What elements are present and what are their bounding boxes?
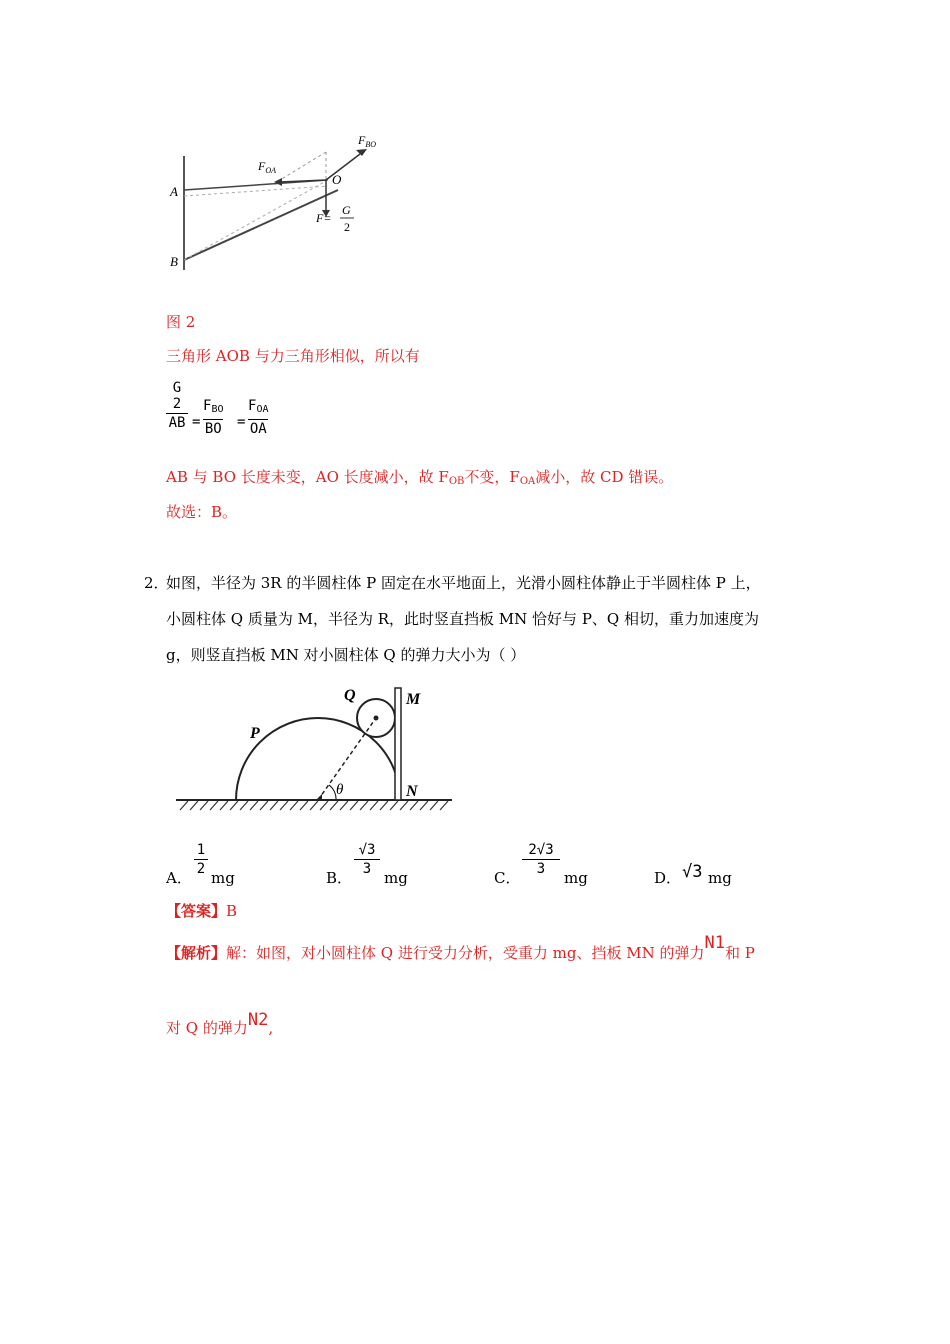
dashed-bo (184, 180, 328, 260)
option-a-fraction: 1 2 (194, 842, 208, 877)
solution-line2: AB 与 BO 长度未变，AO 长度减小，故 $F_{OB}$不变，$F_{OA}$减小，故 CD 错误。 (166, 468, 674, 487)
equals-1: = (192, 414, 201, 430)
figure-caption: 图 2 (166, 313, 196, 331)
option-d-value: √3 (682, 862, 703, 882)
analysis-tag: 【解析】 (166, 944, 227, 962)
label-g: G (342, 203, 351, 217)
ground-hatching (180, 801, 448, 810)
question-line3: g，则竖直挡板 MN 对小圆柱体 Q 的弹力大小为（ ） (166, 646, 526, 664)
option-a-unit: mg (211, 869, 235, 887)
label-o: O (332, 172, 342, 187)
fraction-foa-oa (248, 398, 268, 437)
label-foa: $F_{OA}$ (258, 159, 277, 175)
option-b-unit: mg (384, 869, 408, 887)
force-triangle-figure (160, 118, 400, 278)
fraction-g-ab (166, 380, 188, 431)
label-theta: θ (336, 782, 344, 798)
n1-symbol: N1 (704, 933, 725, 953)
arrow-foa (280, 180, 326, 182)
theta-arc (329, 785, 336, 800)
frac-fbo-num: $F_{BO}$ (203, 398, 224, 415)
analysis-line1: 【解析】解：如图，对小圆柱体 Q 进行受力分析，受重力 mg、挡板 MN 的弹力N1和 P (166, 933, 755, 962)
option-c-fraction: 2√3 3 (522, 842, 560, 877)
question-number: 2． (144, 574, 169, 592)
option-b-letter[interactable]: B． (326, 869, 353, 887)
option-b-fraction: √3 3 (354, 842, 380, 877)
option-c-unit: mg (564, 869, 588, 887)
dashed-radius (318, 718, 376, 800)
label-p: P (250, 725, 260, 742)
solution-line1: 三角形 AOB 与力三角形相似，所以有 (166, 347, 420, 365)
n2-symbol: N2 (247, 1010, 269, 1030)
option-c-letter[interactable]: C． (494, 869, 521, 887)
label-b: B (170, 254, 178, 269)
frac-oa: OA (249, 421, 267, 437)
frac-g-den: 2 (172, 396, 182, 412)
option-d-unit: mg (708, 869, 732, 887)
label-f-eq: F= (316, 211, 332, 225)
cylinder-figure (176, 682, 456, 812)
label-fbo: $F_{BO}$ (358, 133, 377, 149)
frac-g-num: G (172, 380, 182, 396)
analysis-line2: 对 Q 的弹力N2, (166, 1010, 274, 1037)
answer-tag: 【答案】 (166, 902, 227, 920)
question-line1: 如图，半径为 3R 的半圆柱体 P 固定在水平地面上，光滑小圆柱体静止于半圆柱体 P 上， (166, 574, 761, 592)
solution-answer: 故选：B。 (166, 503, 238, 521)
label-a: A (170, 184, 178, 199)
rod-bo (184, 190, 338, 260)
label-m: M (406, 691, 421, 708)
board-mn (395, 688, 401, 800)
option-a-letter[interactable]: A． (166, 869, 192, 887)
question-line2: 小圆柱体 Q 质量为 M，半径为 R，此时竖直挡板 MN 恰好与 P、Q 相切，重力加速度为 (166, 610, 759, 628)
option-d-letter[interactable]: D． (654, 869, 682, 887)
frac-ab: AB (168, 415, 186, 431)
equals-2: = (237, 414, 246, 430)
answer-line (166, 901, 237, 921)
label-two: 2 (344, 220, 350, 234)
frac-bo: BO (204, 421, 222, 437)
answer-value: B (226, 902, 238, 920)
fraction-fbo-bo (203, 398, 223, 437)
label-q: Q (344, 687, 356, 704)
frac-foa-num: $F_{OA}$ (248, 398, 269, 415)
label-n: N (406, 783, 418, 800)
